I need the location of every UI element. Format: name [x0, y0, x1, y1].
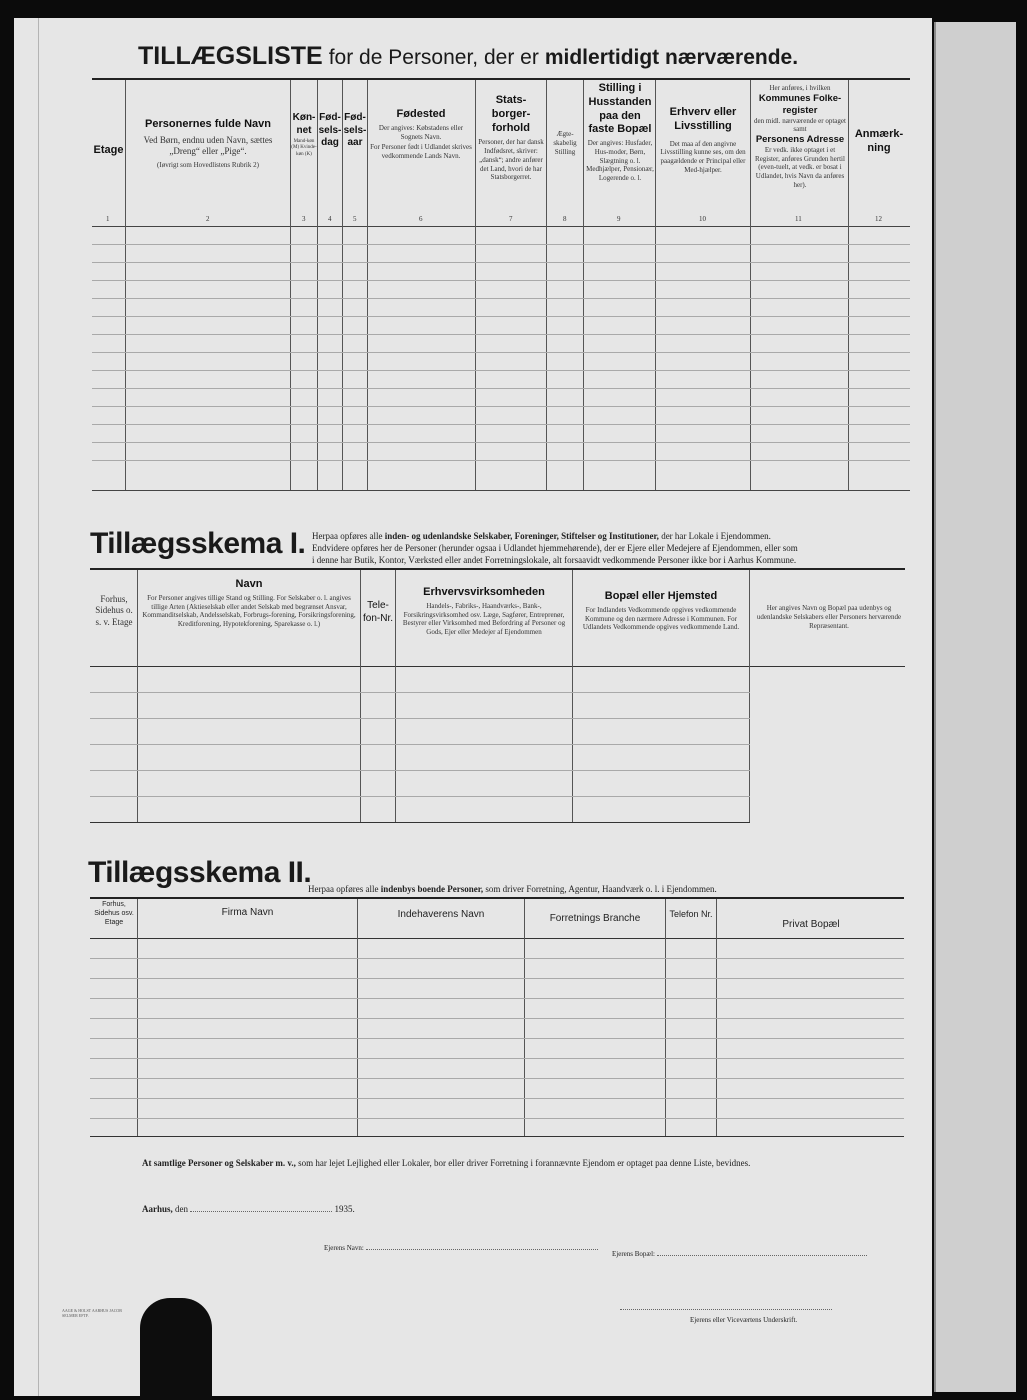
table-row	[90, 744, 750, 745]
table-row	[90, 998, 904, 999]
owner-address-field[interactable]	[657, 1255, 867, 1256]
col-number: 2	[206, 215, 210, 223]
table-row	[90, 770, 750, 771]
main-list-title	[138, 42, 798, 71]
main-table-header-rule	[92, 226, 910, 227]
header-foedested: Fødested Der angives: Købstadens eller Sognets Navn. For Personer født i Udlandet skrives vedkommende Lands Navn.	[370, 108, 472, 160]
thumb-shadow	[140, 1298, 212, 1400]
s2-header-etage: Forhus, Sidehus osv. Etage	[94, 901, 134, 926]
schema2-title: Tillægsskema II.	[88, 856, 312, 889]
schema2-bottom-rule	[90, 1136, 904, 1137]
table-row	[90, 796, 750, 797]
schema1-desc-line1: Herpaa opføres alle inden- og udenlandske Selskaber, Foreninger, Stiftelser og Institutioner, der har Lokale i Ejendommen.	[312, 531, 771, 541]
header-anmaerkning: Anmærk-ning	[854, 128, 904, 154]
s1-header-erhverv: Erhvervsvirksomheden Handels-, Fabriks-, Haandværks-, Bank-, Forsikringsvirksomhed osv. Læge, Sagfører, Entreprenør, Bestyrer eller Virksomhed med Befordring af Personer og Gods, Ejer eller Medejer af Ejendommen	[402, 586, 566, 636]
form-page	[14, 18, 932, 1396]
table-row	[92, 316, 910, 317]
table-row	[90, 718, 750, 719]
col-number: 7	[509, 215, 513, 223]
col-line	[367, 80, 368, 490]
table-row	[92, 406, 910, 407]
col-line	[572, 570, 573, 822]
s2-header-telefon: Telefon Nr.	[669, 909, 713, 919]
col-line	[395, 570, 396, 822]
main-table-top-rule	[92, 78, 910, 80]
schema2-header-rule	[90, 938, 904, 939]
header-stilling: Stilling i Husstanden paa den faste Bopæl Der angives: Husfader, Hus-moder, Børn, Slægtning o. l. Medhjælper, Pensionær, Logerende o. l.	[586, 82, 654, 182]
table-row	[92, 298, 910, 299]
col-line	[655, 80, 656, 490]
next-page-edge	[934, 22, 1016, 1392]
col-number: 8	[563, 215, 567, 223]
col-number: 6	[419, 215, 423, 223]
col-number: 3	[302, 215, 306, 223]
header-folkeregister: Her anføres, i hvilken Kommunes Folke-register den midl. nærværende er optaget samt Personens Adresse Er vedk. ikke optaget i et Register, anføres Grunden hertil (even-tuelt, at vedk. er bosat i Udlandet, hvis Navn da anføres her).	[754, 84, 846, 189]
schema1-top-rule	[90, 568, 905, 570]
schema1-bottom-rule	[90, 822, 750, 823]
table-row	[92, 370, 910, 371]
table-row	[90, 692, 750, 693]
table-row	[92, 442, 910, 443]
schema1-header-rule	[90, 666, 905, 667]
header-koennet: Køn-net Mand-køn (M) Kvinde-køn (K)	[291, 112, 317, 157]
col-line	[750, 80, 751, 490]
owner-name-field[interactable]	[366, 1249, 598, 1250]
owner-name-line: Ejerens Navn:	[324, 1244, 598, 1252]
attestation-line1: At samtlige Personer og Selskaber m. v., som har lejet Lejlighed eller Lokaler, bor eller driver Forretning i forannævnte Ejendom er optaget paa denne Liste, bevidnes.	[142, 1158, 751, 1168]
col-line	[749, 570, 750, 822]
table-row	[92, 244, 910, 245]
s2-header-indehaver: Indehaverens Navn	[397, 909, 485, 920]
table-row	[90, 1118, 904, 1119]
page-fold-line	[38, 18, 39, 1396]
attestation-date-line: Aarhus, den 1935.	[142, 1204, 355, 1214]
table-row	[92, 280, 910, 281]
title-end: midlertidigt nærværende.	[544, 46, 799, 69]
s1-header-navn: Navn For Personer angives tillige Stand og Stilling. For Selskaber o. l. angives tillige Arten (Aktieselskab eller andet Selskab med begrænset Ansvar, Kommanditselskab, Andelsselskab, Forbrugs-forening, Forsikringsforening, Kreditforening, Hypotekforening, Sparekasse o. l.)	[142, 578, 356, 628]
schema2-top-rule	[90, 897, 904, 899]
signature-field[interactable]	[620, 1309, 832, 1310]
header-statsborger: Stats-borger-forhold Personer, der har dansk Indfødsret, skriver: „dansk“; andre anfører det Land, hvori de har Statsborgerret.	[478, 94, 544, 182]
schema2-desc: Herpaa opføres alle indenbys boende Personer, som driver Forretning, Agentur, Haandværk o. l. i Ejendommen.	[308, 884, 717, 894]
col-number: 10	[699, 215, 706, 223]
schema1-desc-line3: i denne har Butik, Kontor, Værksted eller andet Forretningslokale, alt forsaavidt vedkommende Personer ikke bor i Aarhus Kommune.	[312, 555, 797, 565]
col-number: 11	[795, 215, 802, 223]
table-row	[90, 1078, 904, 1079]
table-row	[90, 1038, 904, 1039]
table-row	[92, 388, 910, 389]
printer-imprint: AAGE & HOLST AARHUS JACOB SELMER EFTF.	[62, 1308, 122, 1319]
s2-header-firma: Firma Navn	[221, 907, 274, 918]
owner-address-line: Ejerens Bopæl:	[612, 1250, 867, 1258]
header-etage: Etage	[93, 144, 124, 156]
header-aegteskab: Ægte-skabelig Stilling	[553, 130, 577, 156]
signature-label: Ejerens eller Viceværtens Underskrift.	[690, 1316, 798, 1324]
col-line	[583, 80, 584, 490]
col-number: 12	[875, 215, 882, 223]
col-line	[475, 80, 476, 490]
schema1-desc-line2: Endvidere opføres her de Personer (herunder ogsaa i Udlandet hjemmehørende), der er Ejere eller Medejere af Ejendommen, eller som	[312, 543, 798, 553]
table-row	[90, 978, 904, 979]
table-row	[92, 460, 910, 461]
table-row	[90, 958, 904, 959]
table-row	[92, 262, 910, 263]
title-word: TILLÆGSLISTE	[138, 42, 323, 70]
header-foedselsaar: Fød-sels-aar	[343, 112, 367, 148]
header-navn: Personernes fulde Navn Ved Børn, endnu uden Navn, sættes „Dreng“ eller „Pige“. (Iøvrigt som Hovedlistens Rubrik 2)	[143, 118, 273, 170]
s1-header-bopael: Bopæl eller Hjemsted For Indlandets Vedkommende opgives vedkommende Kommune og den nærmere Adresse i Kommunen. For Udlandets Vedkommende opgives vedkommende Land.	[582, 590, 740, 632]
col-line	[137, 570, 138, 822]
schema1-title: Tillægsskema I.	[90, 527, 306, 560]
title-middle: for de Personer, der er	[328, 46, 539, 69]
s1-header-etage: Forhus, Sidehus o. s. v. Etage	[95, 594, 133, 627]
table-row	[92, 334, 910, 335]
table-row	[90, 1018, 904, 1019]
table-row	[90, 1058, 904, 1059]
header-foedselsdag: Fød-sels-dag	[318, 112, 342, 148]
header-erhverv: Erhverv eller Livsstilling Det maa af den angivne Livsstilling kunne ses, om den paagældende er Principal eller Med-hjælper.	[660, 106, 746, 174]
col-number: 4	[328, 215, 332, 223]
table-row	[92, 424, 910, 425]
col-number: 1	[106, 215, 110, 223]
main-table-bottom-rule	[92, 490, 910, 491]
col-number: 9	[617, 215, 621, 223]
s1-header-telefon: Tele-fon-Nr.	[362, 600, 393, 624]
s1-header-repraesentant: Her angives Navn og Bopæl paa udenbys og udenlandske Selskabers eller Personers herværende Repræsentant.	[756, 604, 902, 630]
col-number: 5	[353, 215, 357, 223]
signature-field-row	[620, 1302, 832, 1312]
s2-header-branche: Forretnings Branche	[549, 913, 641, 924]
s2-header-bopael: Privat Bopæl	[782, 919, 840, 930]
table-row	[90, 1098, 904, 1099]
date-field[interactable]	[190, 1211, 332, 1212]
col-line	[125, 80, 126, 490]
table-row	[92, 352, 910, 353]
